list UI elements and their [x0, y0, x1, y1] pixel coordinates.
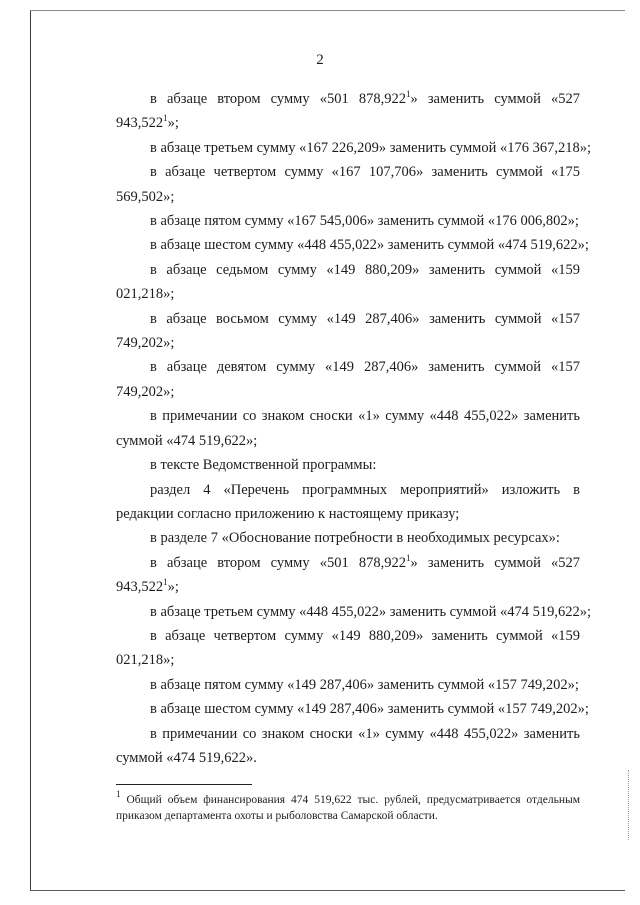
footnote-ref: 1 [163, 577, 168, 588]
paragraph-2: в абзаце третьем сумму «167 226,209» заменить суммой «176 367,218»; [150, 139, 591, 156]
paragraph-1 [116, 87, 580, 136]
page-border-bottom [30, 890, 625, 891]
paragraph-17: в абзаце шестом сумму «149 287,406» заменить суммой «157 749,202»; [150, 701, 589, 718]
scan-artifact [628, 770, 630, 840]
paragraph-text: »; [167, 579, 179, 596]
paragraph-10: в тексте Ведомственной программы: [150, 457, 377, 474]
footnote-text: Общий объем финансирования 474 519,622 тыс. рублей, предусматривается отдельным приказом департамента охоты и рыболовства Самарской области. [116, 794, 580, 822]
page-border-top [30, 10, 625, 11]
footnote [116, 789, 580, 824]
footnote-marker: 1 [116, 789, 121, 799]
page-border-left [30, 10, 31, 890]
footnote-ref: 1 [405, 89, 411, 99]
paragraph-5: в абзаце шестом сумму «448 455,022» заменить суммой «474 519,622»; [150, 237, 589, 254]
footnote-ref: 1 [405, 552, 411, 563]
paragraph-text: » заменить суммой «527 943,522 [116, 554, 580, 596]
footnote-ref: 1 [163, 113, 168, 124]
paragraph-text: »; [167, 115, 179, 132]
paragraph-8: в абзаце девятом сумму «149 287,406» заменить суммой «157 749,202»; [116, 359, 580, 400]
paragraph-13 [116, 551, 580, 600]
paragraph-14: в абзаце третьем сумму «448 455,022» заменить суммой «474 519,622»; [150, 603, 591, 620]
paragraph-18: в примечании со знаком сноски «1» сумму «448 455,022» заменить суммой «474 519,622». [116, 725, 580, 766]
paragraph-text: » заменить суммой «527 943,522 [116, 91, 580, 132]
paragraph-9: в примечании со знаком сноски «1» сумму «448 455,022» заменить суммой «474 519,622»; [116, 408, 580, 449]
paragraph-3: в абзаце четвертом сумму «167 107,706» заменить суммой «175 569,502»; [116, 164, 580, 205]
paragraph-16: в абзаце пятом сумму «149 287,406» заменить суммой «157 749,202»; [150, 676, 579, 693]
paragraph-15: в абзаце четвертом сумму «149 880,209» заменить суммой «159 021,218»; [116, 627, 580, 669]
paragraph-6: в абзаце седьмом сумму «149 880,209» заменить суммой «159 021,218»; [116, 261, 580, 303]
page-number: 2 [316, 52, 324, 68]
paragraph-text: в абзаце втором сумму «501 878,922 [150, 91, 406, 107]
paragraph-7: в абзаце восьмом сумму «149 287,406» заменить суммой «157 749,202»; [116, 310, 580, 352]
paragraph-12: в разделе 7 «Обоснование потребности в необходимых ресурсах»: [150, 530, 560, 547]
paragraph-text: в абзаце втором сумму «501 878,922 [150, 554, 406, 571]
footnote-separator [116, 784, 252, 785]
document-body [116, 87, 591, 770]
paragraph-11: раздел 4 «Перечень программных мероприятий» изложить в редакции согласно приложению к настоящему приказу; [116, 481, 580, 522]
paragraph-4: в абзаце пятом сумму «167 545,006» заменить суммой «176 006,802»; [150, 213, 579, 230]
